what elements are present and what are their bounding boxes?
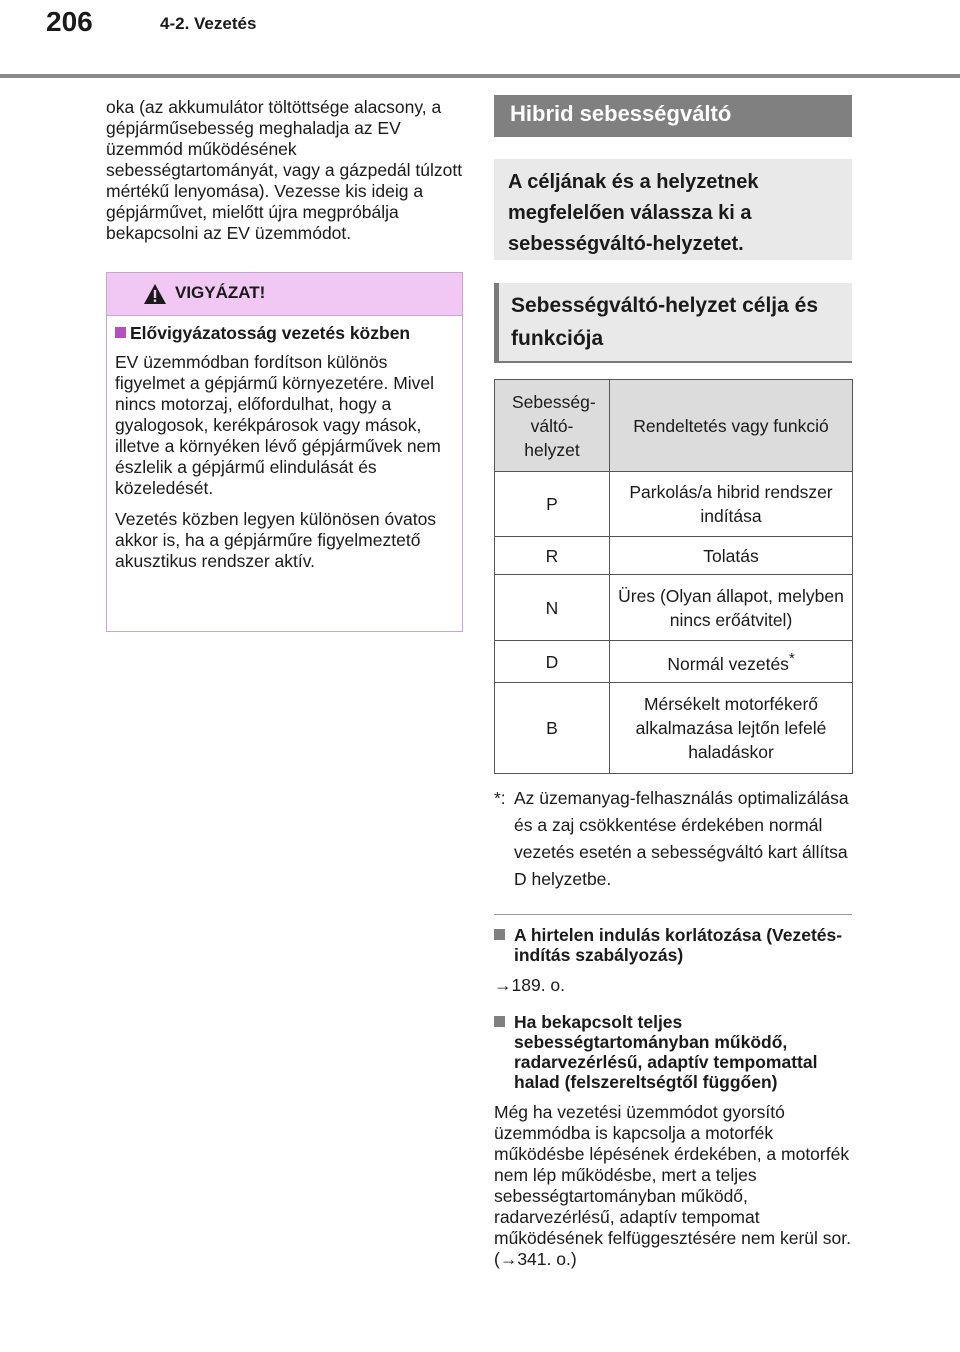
- caution-paragraph-1: EV üzemmódban fordítson különös figyelmet a gépjármű környezetére. Mivel nincs motorzaj, előfordulhat, hogy a gyalogosok, kerékpárosok vagy mások, illetve a környéken lévő gépjárművek nem észlelik a gépjármű elindulását és közeledését.: [115, 352, 441, 498]
- table-cell-position: P: [495, 472, 610, 537]
- warning-icon: [143, 283, 167, 305]
- table-cell-function: Mérsékelt motorfékerő alkalmazása lejtőn lefelé haladáskor: [610, 683, 853, 774]
- table-cell-position: R: [495, 537, 610, 575]
- chapter-title: 4-2. Vezetés: [160, 14, 257, 33]
- function-title-box: [494, 283, 852, 363]
- section-title-bar: [494, 95, 852, 137]
- caution-box: [106, 272, 463, 632]
- footnote-text: Az üzemanyag-felhasználás optimalizálása és a zaj csökkentése érdekében normál vezetés esetén a sebességváltó kart állítsa D helyzetbe.: [514, 788, 849, 889]
- table-cell-position: D: [495, 641, 610, 683]
- footnote: [494, 785, 854, 893]
- section-divider: [494, 914, 852, 915]
- table-header-row: [495, 380, 853, 472]
- bullet-square-icon: [115, 327, 126, 338]
- table-header-position: Sebesség-váltó-helyzet: [495, 380, 610, 472]
- intro-paragraph: oka (az akkumulátor töltöttsége alacsony, a gépjárműsebesség meghaladja az EV üzemmód működésének sebességtartományát, vagy a gázpedál túlzott mértékű lenyomása). Vezesse kis ideig a gépjárművet, mielőtt újra megpróbálja bekapcsolni az EV üzemmódot.: [106, 97, 463, 243]
- table-row: [495, 575, 853, 641]
- footnote-marker: *: [788, 651, 795, 668]
- table-row: [495, 472, 853, 537]
- table-cell-function: Üres (Olyan állapot, melyben nincs erőátvitel): [610, 575, 853, 641]
- section-title: Hibrid sebességváltó: [510, 101, 732, 126]
- section-reference-2[interactable]: (→341. o.): [494, 1249, 577, 1269]
- table-cell-function: Tolatás: [610, 537, 853, 575]
- table-header-function: Rendeltetés vagy funkció: [610, 380, 853, 472]
- section-reference-1[interactable]: →189. o.: [494, 975, 566, 995]
- bullet-square-icon: [494, 1016, 505, 1027]
- arrow-icon: →: [499, 1249, 518, 1269]
- table-cell-position: N: [495, 575, 610, 641]
- footnote-mark: *:: [494, 788, 506, 808]
- arrow-icon: →: [494, 975, 512, 995]
- section-paragraph-2: Még ha vezetési üzemmódot gyorsító üzemmódba is kapcsolja a motorfék működésbe lépésének érdekében, a motorfék nem lép működésbe, mert a teljes sebességtartományban működő, radarvezérlésű, adaptív tempomat működésének felfüggesztésére nem kerül sor. (→341. o.): [494, 1102, 851, 1269]
- function-title: Sebességváltó-helyzet célja és funkciója: [511, 294, 818, 350]
- gear-table: [494, 379, 853, 774]
- table-row: [495, 537, 853, 575]
- caution-subtitle: [115, 323, 453, 344]
- bullet-square-icon: [494, 929, 505, 940]
- table-cell-position: B: [495, 683, 610, 774]
- table-row: [495, 641, 853, 683]
- section-heading-1: A hirtelen indulás korlátozása (Vezetés-indítás szabályozás): [494, 925, 854, 965]
- table-cell-function: Normál vezetés*: [610, 641, 853, 683]
- intro-box: [494, 159, 852, 260]
- section-heading-2: Ha bekapcsolt teljes sebességtartományban működő, radarvezérlésű, adaptív tempomattal halad (felszereltségtől függően): [494, 1012, 854, 1092]
- table-row: [495, 683, 853, 774]
- caution-body: [115, 323, 453, 582]
- caution-header: [107, 273, 462, 316]
- table-cell-function: Parkolás/a hibrid rendszer indítása: [610, 472, 853, 537]
- caution-title: VIGYÁZAT!: [175, 283, 266, 302]
- page-number: 206: [46, 6, 93, 37]
- header-divider: [0, 74, 960, 78]
- intro-text: A céljának és a helyzetnek megfelelően válassza ki a sebességváltó-helyzetet.: [508, 171, 759, 255]
- caution-paragraph-2: Vezetés közben legyen különösen óvatos akkor is, ha a gépjárműre figyelmeztető akusztikus rendszer aktív.: [115, 509, 437, 571]
- caution-subtitle-text: Elővigyázatosság vezetés közben: [130, 323, 411, 343]
